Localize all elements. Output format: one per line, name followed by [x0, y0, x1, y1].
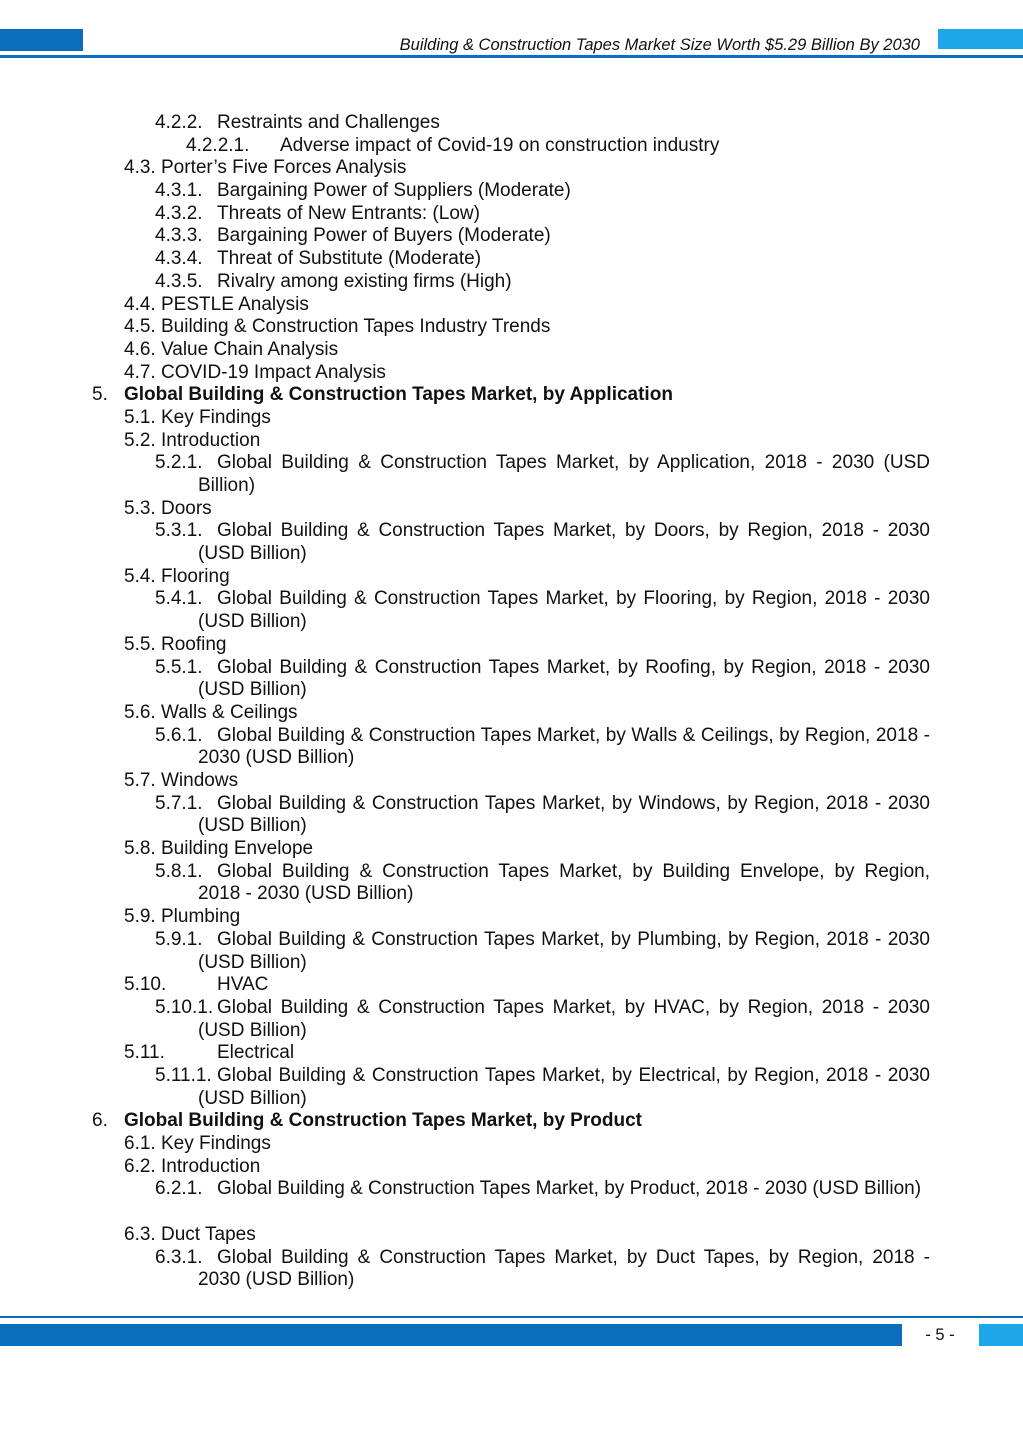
toc-text: Global Building & Construction Tapes Market, by Product, 2018 - 2030 (USD Billion) — [217, 1178, 922, 1200]
toc-text: Global Building & Construction Tapes Market, by Windows, by Region, 2018 - 2030 (USD Billion) — [198, 792, 930, 837]
toc-text: Global Building & Construction Tapes Market, by HVAC, by Region, 2018 - 2030 (USD Billion) — [198, 996, 930, 1041]
toc-number: 5.9.1. — [155, 928, 203, 950]
toc-text: Global Building & Construction Tapes Market, by Application, 2018 - 2030 (USD Billion) — [198, 452, 930, 497]
toc-number: 6.1. — [124, 1133, 156, 1155]
toc-entry — [0, 1247, 1023, 1292]
toc-entry — [0, 180, 1023, 203]
toc-text: Global Building & Construction Tapes Market, by Plumbing, by Region, 2018 - 2030 (USD Billion) — [198, 928, 930, 973]
toc-number: 5.11.1. — [155, 1065, 212, 1087]
toc-number: 6.3.1. — [155, 1246, 203, 1268]
toc-entry — [0, 861, 1023, 906]
toc-text: Adverse impact of Covid-19 on construction industry — [280, 134, 720, 156]
footer-accent-bar — [0, 1324, 902, 1346]
toc-text: Plumbing — [161, 906, 241, 928]
toc-entry — [0, 407, 1023, 430]
toc-number: 6. — [92, 1110, 108, 1132]
toc-entry — [0, 906, 1023, 929]
toc-text: PESTLE Analysis — [161, 293, 309, 315]
toc-entry — [0, 248, 1023, 271]
toc-number: 5.10.1. — [155, 996, 214, 1018]
toc-number: 6.3. — [124, 1223, 156, 1245]
toc-number: 4.3.4. — [155, 248, 203, 270]
toc-text: Building Envelope — [161, 838, 314, 860]
toc-number: 4.3.3. — [155, 225, 203, 247]
toc-text: HVAC — [217, 974, 269, 996]
table-of-contents — [0, 112, 1023, 1292]
toc-text: Key Findings — [161, 406, 271, 428]
toc-entry — [0, 997, 1023, 1042]
toc-text: Flooring — [161, 565, 230, 587]
toc-number: 5. — [92, 384, 108, 406]
toc-entry — [0, 520, 1023, 565]
toc-entry — [0, 929, 1023, 974]
toc-text: Global Building & Construction Tapes Market, by Electrical, by Region, 2018 - 2030 (USD Billion) — [198, 1065, 930, 1109]
toc-text: Bargaining Power of Suppliers (Moderate) — [217, 180, 571, 202]
toc-entry — [0, 657, 1023, 702]
toc-number: 4.6. — [124, 338, 156, 360]
toc-number: 4.2.2.1. — [186, 134, 250, 156]
header-accent-block-right — [938, 29, 1023, 49]
toc-entry — [0, 793, 1023, 838]
footer-divider — [0, 1316, 1023, 1318]
toc-entry — [0, 112, 1023, 135]
toc-number: 4.3.2. — [155, 202, 203, 224]
toc-number: 5.11. — [124, 1042, 165, 1064]
toc-number: 5.9. — [124, 906, 156, 928]
toc-number: 5.8. — [124, 838, 156, 860]
toc-text: Windows — [161, 770, 239, 792]
toc-entry — [0, 316, 1023, 339]
toc-number: 4.3. — [124, 157, 156, 179]
toc-entry — [0, 362, 1023, 385]
toc-text: Rivalry among existing firms (High) — [217, 270, 512, 292]
toc-number: 5.7.1. — [155, 792, 203, 814]
toc-entry — [0, 271, 1023, 294]
toc-entry — [0, 1178, 1023, 1223]
toc-text: Global Building & Construction Tapes Market, by Building Envelope, by Region, 2018 - 2030 (USD Billion) — [198, 860, 930, 905]
toc-entry — [0, 725, 1023, 770]
toc-number: 5.4.1. — [155, 588, 203, 610]
toc-entry — [0, 702, 1023, 725]
toc-number: 5.4. — [124, 565, 156, 587]
toc-entry — [0, 1224, 1023, 1247]
toc-text: Threats of New Entrants: (Low) — [217, 202, 480, 224]
toc-number: 5.5. — [124, 633, 156, 655]
toc-number: 4.5. — [124, 316, 156, 338]
toc-entry — [0, 203, 1023, 226]
toc-text: Global Building & Construction Tapes Market, by Roofing, by Region, 2018 - 2030 (USD Billion) — [198, 656, 930, 701]
toc-number: 4.4. — [124, 293, 156, 315]
toc-entry — [0, 1133, 1023, 1156]
toc-entry — [0, 430, 1023, 453]
toc-text: Porter’s Five Forces Analysis — [161, 157, 407, 179]
toc-number: 4.3.1. — [155, 180, 203, 202]
header-divider — [0, 55, 1023, 58]
toc-number: 5.3.1. — [155, 520, 203, 542]
toc-text: Duct Tapes — [161, 1223, 256, 1245]
toc-number: 5.10. — [124, 974, 167, 996]
toc-entry — [0, 1042, 1023, 1065]
toc-entry — [0, 974, 1023, 997]
toc-chapter-title: Global Building & Construction Tapes Market, by Product — [124, 1110, 642, 1132]
toc-number: 4.3.5. — [155, 270, 203, 292]
toc-number: 5.6.1. — [155, 724, 203, 746]
toc-number: 5.2.1. — [155, 452, 203, 474]
toc-number: 5.7. — [124, 770, 156, 792]
toc-chapter — [0, 1110, 1023, 1133]
toc-number: 5.3. — [124, 497, 156, 519]
toc-text: Global Building & Construction Tapes Market, by Duct Tapes, by Region, 2018 - 2030 (USD Billion) — [198, 1246, 930, 1291]
toc-text: Threat of Substitute (Moderate) — [217, 248, 482, 270]
toc-entry — [0, 135, 1023, 158]
toc-text: Global Building & Construction Tapes Market, by Flooring, by Region, 2018 - 2030 (USD Billion) — [198, 588, 930, 633]
toc-entry — [0, 452, 1023, 497]
toc-entry — [0, 588, 1023, 633]
toc-entry — [0, 225, 1023, 248]
toc-entry — [0, 1065, 1023, 1110]
footer-accent-block-right — [979, 1324, 1023, 1346]
toc-text: Walls & Ceilings — [161, 701, 298, 723]
toc-entry — [0, 498, 1023, 521]
toc-text: COVID-19 Impact Analysis — [161, 361, 386, 383]
toc-entry — [0, 339, 1023, 362]
page-number: - 5 - — [925, 1326, 955, 1344]
toc-entry — [0, 566, 1023, 589]
toc-entry — [0, 1156, 1023, 1179]
toc-number: 5.5.1. — [155, 656, 203, 678]
toc-text: Key Findings — [161, 1133, 271, 1155]
toc-number: 5.2. — [124, 429, 156, 451]
header-accent-block-left — [0, 29, 83, 51]
toc-text: Bargaining Power of Buyers (Moderate) — [217, 225, 551, 247]
toc-entry — [0, 838, 1023, 861]
toc-chapter-title: Global Building & Construction Tapes Market, by Application — [124, 384, 673, 406]
toc-entry — [0, 770, 1023, 793]
toc-text: Introduction — [161, 429, 261, 451]
toc-number: 5.6. — [124, 701, 156, 723]
toc-text: Roofing — [161, 633, 227, 655]
toc-text: Global Building & Construction Tapes Market, by Walls & Ceilings, by Region, 2018 - 2030 (USD Billion) — [198, 724, 930, 769]
toc-number: 4.2.2. — [155, 112, 203, 133]
toc-number: 5.8.1. — [155, 860, 203, 882]
toc-text: Doors — [161, 497, 212, 519]
toc-number: 4.7. — [124, 361, 156, 383]
toc-number: 6.2. — [124, 1155, 156, 1177]
toc-number: 6.2.1. — [155, 1178, 203, 1200]
toc-entry — [0, 634, 1023, 657]
toc-entry — [0, 157, 1023, 180]
toc-text: Global Building & Construction Tapes Market, by Doors, by Region, 2018 - 2030 (USD Billion) — [198, 520, 930, 565]
toc-number: 5.1. — [124, 406, 156, 428]
toc-text: Electrical — [217, 1042, 295, 1064]
toc-text: Introduction — [161, 1155, 261, 1177]
toc-text: Building & Construction Tapes Industry Trends — [161, 316, 551, 338]
toc-text: Restraints and Challenges — [217, 112, 440, 133]
toc-text: Value Chain Analysis — [161, 338, 339, 360]
toc-entry — [0, 294, 1023, 317]
toc-chapter — [0, 384, 1023, 407]
header-title: Building & Construction Tapes Market Size Worth $5.29 Billion By 2030 — [399, 36, 920, 54]
